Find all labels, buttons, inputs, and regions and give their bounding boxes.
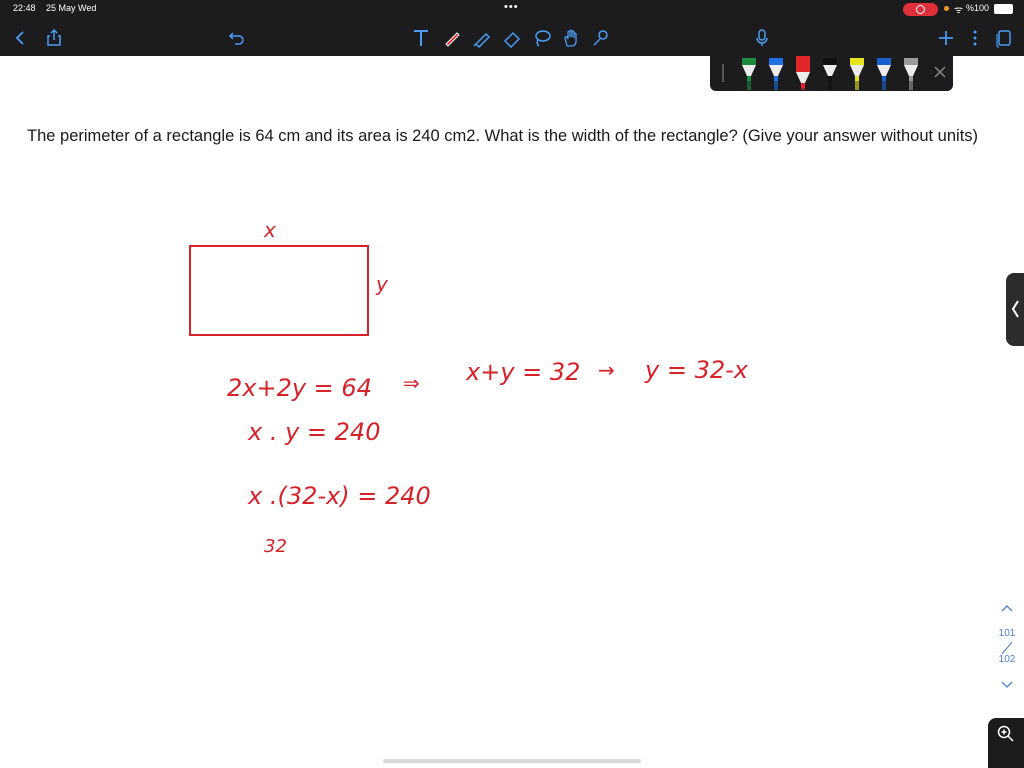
home-indicator [383, 759, 641, 763]
equation-area: x . y = 240 [248, 418, 381, 446]
wifi-icon: ᯤ [954, 5, 964, 16]
rectangle-drawing [190, 246, 368, 335]
equation-perimeter: 2x+2y = 64 [227, 374, 372, 402]
zoom-button[interactable] [988, 718, 1024, 768]
chevron-left-small-icon [1006, 273, 1024, 346]
zoom-in-icon [997, 725, 1015, 743]
multitask-dots-icon[interactable]: ••• [504, 1, 519, 13]
label-y: y [376, 272, 388, 296]
page-slash [1000, 641, 1014, 655]
total-pages: 102 [998, 654, 1016, 665]
right-arrow: → [598, 358, 615, 382]
status-time: 22:48 [13, 3, 36, 13]
equation-y: y = 32-x [645, 356, 748, 384]
page-indicator [994, 600, 1020, 695]
chevron-down-icon[interactable] [1001, 681, 1013, 689]
equation-substitution: x .(32-x) = 240 [248, 482, 431, 510]
chevron-up-icon[interactable] [1001, 604, 1013, 612]
battery-percent: %100 [966, 3, 990, 13]
side-panel-handle[interactable] [1006, 273, 1024, 346]
status-date: 25 May Wed [46, 3, 97, 13]
current-page: 101 [998, 628, 1016, 639]
question-text: The perimeter of a rectangle is 64 cm and its area is 240 cm2. What is the width of the rectangle? (Give your answer without units) [27, 127, 979, 145]
implies-arrow: ⇒ [403, 371, 420, 395]
equation-sum: x+y = 32 [466, 358, 581, 386]
equation-partial: 32 [264, 536, 287, 557]
label-x: x [264, 218, 276, 242]
